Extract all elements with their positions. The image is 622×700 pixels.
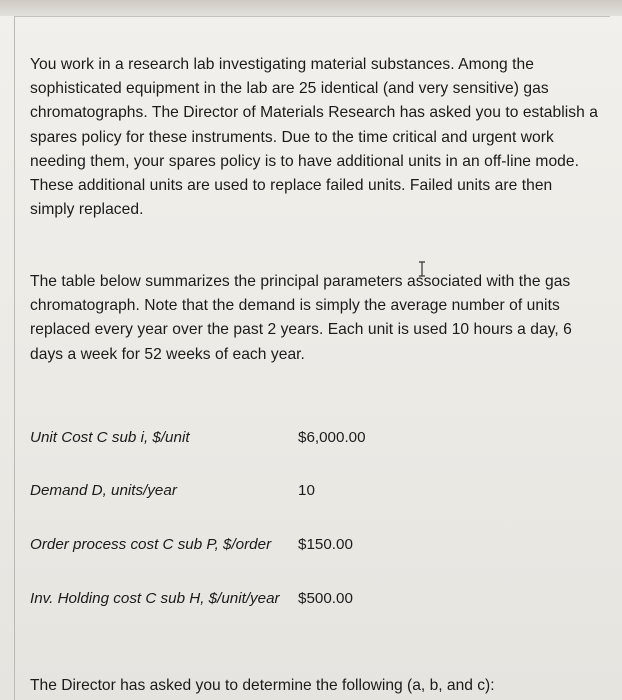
param-label-unit-cost: Unit Cost C sub i, $/unit [30, 429, 190, 446]
param-value-holding-cost: $500.00 [298, 590, 353, 607]
footer-paragraph: The Director has asked you to determine the following (a, b, and c): [30, 677, 495, 694]
param-value-order-cost: $150.00 [298, 536, 353, 553]
param-label-demand: Demand D, units/year [30, 482, 177, 499]
table-intro-paragraph: The table below summarizes the principal parameters associated with the gas chromatograph. Note that the demand is simply the average number of units replaced every year over the past 2 years. Each unit is used 10 hours a day, 6 days a week for 52 weeks of each year. [30, 273, 572, 363]
text-cursor-icon [417, 261, 427, 277]
intro-paragraph: You work in a research lab investigating material substances. Among the sophisticated equipment in the lab are 25 identical (and very sensitive) gas chromatographs. The Director of Materials Research has asked you to establish a spares policy for these instruments. Due to the time critical and urgent work needing them, your spares policy is to have additional units in an off-line mode. These additional units are used to replace failed units. Failed units are then simply replaced. [30, 56, 598, 219]
param-value-unit-cost: $6,000.00 [298, 429, 366, 446]
param-label-order-cost: Order process cost C sub P, $/order [30, 536, 272, 553]
top-edge [0, 0, 622, 16]
param-label-holding-cost: Inv. Holding cost C sub H, $/unit/year [30, 590, 280, 607]
param-value-demand: 10 [298, 482, 315, 499]
